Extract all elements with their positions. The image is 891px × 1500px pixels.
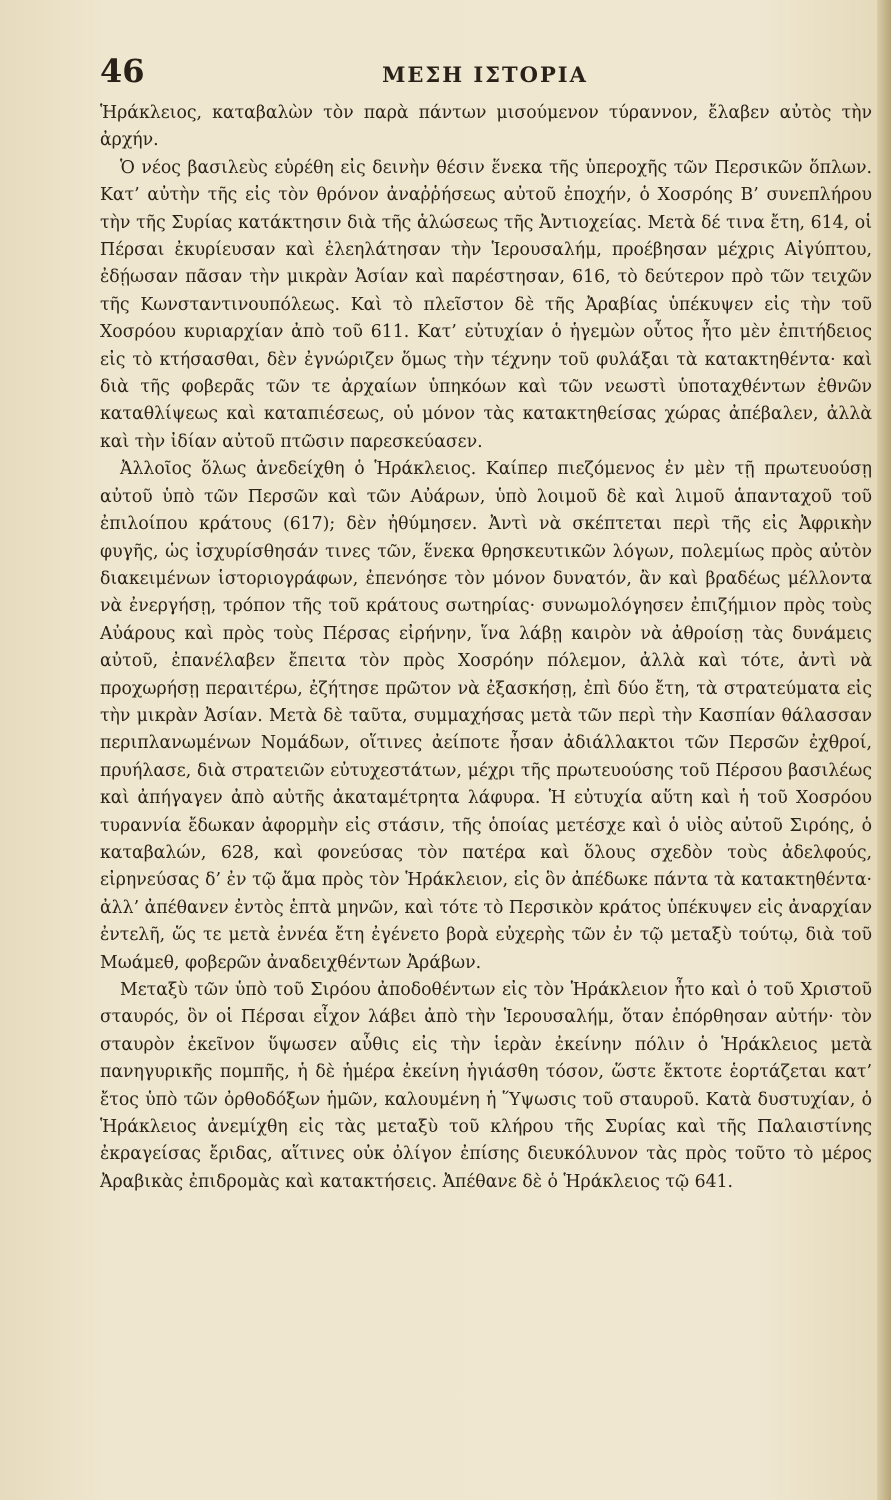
page-number: 46 xyxy=(100,52,145,90)
body-text xyxy=(100,100,872,1196)
paragraph: Μεταξὺ τῶν ὑπὸ τοῦ Σιρόου ἀποδοθέντων εἰς τὸν Ἡράκλειον ἦτο καὶ ὁ τοῦ Χριστοῦ σταυρός, ὃν οἱ Πέρσαι εἶχον λάβει ἀπὸ τὴν Ἱερουσαλήμ, ὅταν ἐπόρθησαν αὐτήν· τὸν σταυρὸν ἐκεῖνον ὕψωσεν αὖθις εἰς τὴν ἱερὰν ἐκείνην πόλιν ὁ Ἡράκλειος μετὰ πανηγυρικῆς πομπῆς, ἡ δὲ ἡμέρα ἐκείνη ἡγιάσθη τόσον, ὥστε ἔκτοτε ἑορτάζεται κατ’ ἔτος ὑπὸ τῶν ὀρθοδόξων ἡμῶν, καλουμένη ἡ Ὕψωσις τοῦ σταυροῦ. Κατὰ δυστυχίαν, ὁ Ἡράκλειος ἀνεμίχθη εἰς τὰς μεταξὺ τοῦ κλήρου τῆς Συρίας καὶ τῆς Παλαιστίνης ἐκραγείσας ἔριδας, αἵτινες οὐκ ὀλίγον ἐπίσης διευκόλυνον τὰς πρὸς τοῦτο τὸ μέρος Ἀραβικὰς ἐπιδρομὰς καὶ κατακτήσεις. Ἀπέθανε δὲ ὁ Ἡράκλειος τῷ 641. xyxy=(100,980,872,1192)
running-title: ΜΕΣΗ ΙΣΤΟΡΙΑ xyxy=(382,62,588,87)
paragraph-continuation: Ἡράκλειος, καταβαλὼν τὸν παρὰ πάντων μισούμενον τύραννον, ἔλαβεν αὐτὸς τὴν ἀρχήν. xyxy=(100,103,872,151)
paragraph: Ὁ νέος βασιλεὺς εὑρέθη εἰς δεινὴν θέσιν ἕνεκα τῆς ὑπεροχῆς τῶν Περσικῶν ὅπλων. Κατ’ αὐτὴν τῆς εἰς τὸν θρόνον ἀναῤῥήσεως αὐτοῦ ἐποχήν, ὁ Χοσρόης Β’ συνεπλήρου τὴν τῆς Συρίας κατάκτησιν διὰ τῆς ἁλώσεως τῆς Ἀντιοχείας. Μετὰ δέ τινα ἔτη, 614, οἱ Πέρσαι ἐκυρίευσαν καὶ ἐλεηλάτησαν τὴν Ἱερουσαλήμ, προέβησαν μέχρις Αἰγύπτου, ἐδῄωσαν πᾶσαν τὴν μικρὰν Ἀσίαν καὶ παρέστησαν, 616, τὸ δεύτερον πρὸ τῶν τειχῶν τῆς Κωνσταντινουπόλεως. Καὶ τὸ πλεῖστον δὲ τῆς Ἀραβίας ὑπέκυψεν εἰς τὴν τοῦ Χοσρόου κυριαρχίαν ἀπὸ τοῦ 611. Κατ’ εὐτυχίαν ὁ ἡγεμὼν οὗτος ἦτο μὲν ἐπιτήδειος εἰς τὸ κτήσασθαι, δὲν ἐγνώριζεν ὅμως τὴν τέχνην τοῦ φυλάξαι τὰ κατακτηθέντα· καὶ διὰ τῆς φοβερᾶς τῶν τε ἀρχαίων ὑπηκόων καὶ τῶν νεωστὶ ὑποταχθέντων ἐθνῶν καταθλίψεως καὶ καταπιέσεως, οὐ μόνον τὰς κατακτηθείσας χώρας ἀπέβαλεν, ἀλλὰ καὶ τὴν ἰδίαν αὐτοῦ πτῶσιν παρεσκεύασεν. xyxy=(100,157,872,452)
paragraph: Ἀλλοῖος ὅλως ἀνεδείχθη ὁ Ἡράκλειος. Καίπερ πιεζόμενος ἐν μὲν τῇ πρωτευούσῃ αὐτοῦ ὑπὸ τῶν Περσῶν καὶ τῶν Αὐάρων, ὑπὸ λοιμοῦ δὲ καὶ λιμοῦ ἁπανταχοῦ τοῦ ἐπιλοίπου κράτους (617); δὲν ἠθύμησεν. Ἀντὶ νὰ σκέπτεται περὶ τῆς εἰς Ἀφρικὴν φυγῆς, ὡς ἰσχυρίσθησάν τινες τῶν, ἕνεκα θρησκευτικῶν λόγων, πολεμίως πρὸς αὐτὸν διακειμένων ἱστοριογράφων, ἐπενόησε τὸν μόνον δυνατόν, ἂν καὶ βραδέως μέλλοντα νὰ ἐνεργήσῃ, τρόπον τῆς τοῦ κράτους σωτηρίας· συνωμολόγησεν ἐπιζήμιον πρὸς τοὺς Αὐάρους καὶ πρὸς τοὺς Πέρσας εἰρήνην, ἵνα λάβῃ καιρὸν νὰ ἀθροίσῃ τὰς δυνάμεις αὐτοῦ, ἐπανέλαβεν ἔπειτα τὸν πρὸς Χοσρόην πόλεμον, ἀλλὰ καὶ τότε, ἀντὶ νὰ προχωρήσῃ περαιτέρω, ἐζήτησε πρῶτον νὰ ἐξασκήσῃ, ἐπὶ δύο ἔτη, τὰ στρατεύματα εἰς τὴν μικρὰν Ἀσίαν. Μετὰ δὲ ταῦτα, συμμαχήσας μετὰ τῶν περὶ τὴν Κασπίαν θάλασσαν περιπλανωμένων Νομάδων, οἵτινες ἀείποτε ἦσαν ἀδιάλλακτοι τῶν Περσῶν ἐχθροί, πρυήλασε, διὰ στρατειῶν εὐτυχεστάτων, μέχρι τῆς πρωτευούσης τοῦ Πέρσου βασιλέως καὶ ἀπήγαγεν ἀπὸ αὐτῆς ἀκαταμέτρητα λάφυρα. Ἡ εὐτυχία αὕτη καὶ ἡ τοῦ Χοσρόου τυραννία ἔδωκαν ἀφορμὴν εἰς στάσιν, τῆς ὁποίας μετέσχε καὶ ὁ υἱὸς αὐτοῦ Σιρόης, ὁ καταβαλών, 628, καὶ φονεύσας τὸν πατέρα καὶ ὅλους σχεδὸν τοὺς ἀδελφούς, εἰρηνεύσας δ’ ἐν τῷ ἅμα πρὸς τὸν Ἡράκλειον, εἰς ὃν ἀπέδωκε πάντα τὰ κατακτηθέντα· ἀλλ’ ἀπέθανεν ἐντὸς ἑπτὰ μηνῶν, καὶ τότε τὸ Περσικὸν κράτος ὑπέκυψεν εἰς ἀναρχίαν ἐντελῆ, ὥς τε μετὰ ἐννέα ἔτη ἐγένετο βορὰ εὐχερὴς τῶν ἐν τῷ μεταξὺ τούτῳ, διὰ τοῦ Μωάμεθ, φοβερῶν ἀναδειχθέντων Ἀράβων. xyxy=(100,459,872,973)
page-header xyxy=(100,52,870,96)
page-edge xyxy=(877,0,891,1500)
